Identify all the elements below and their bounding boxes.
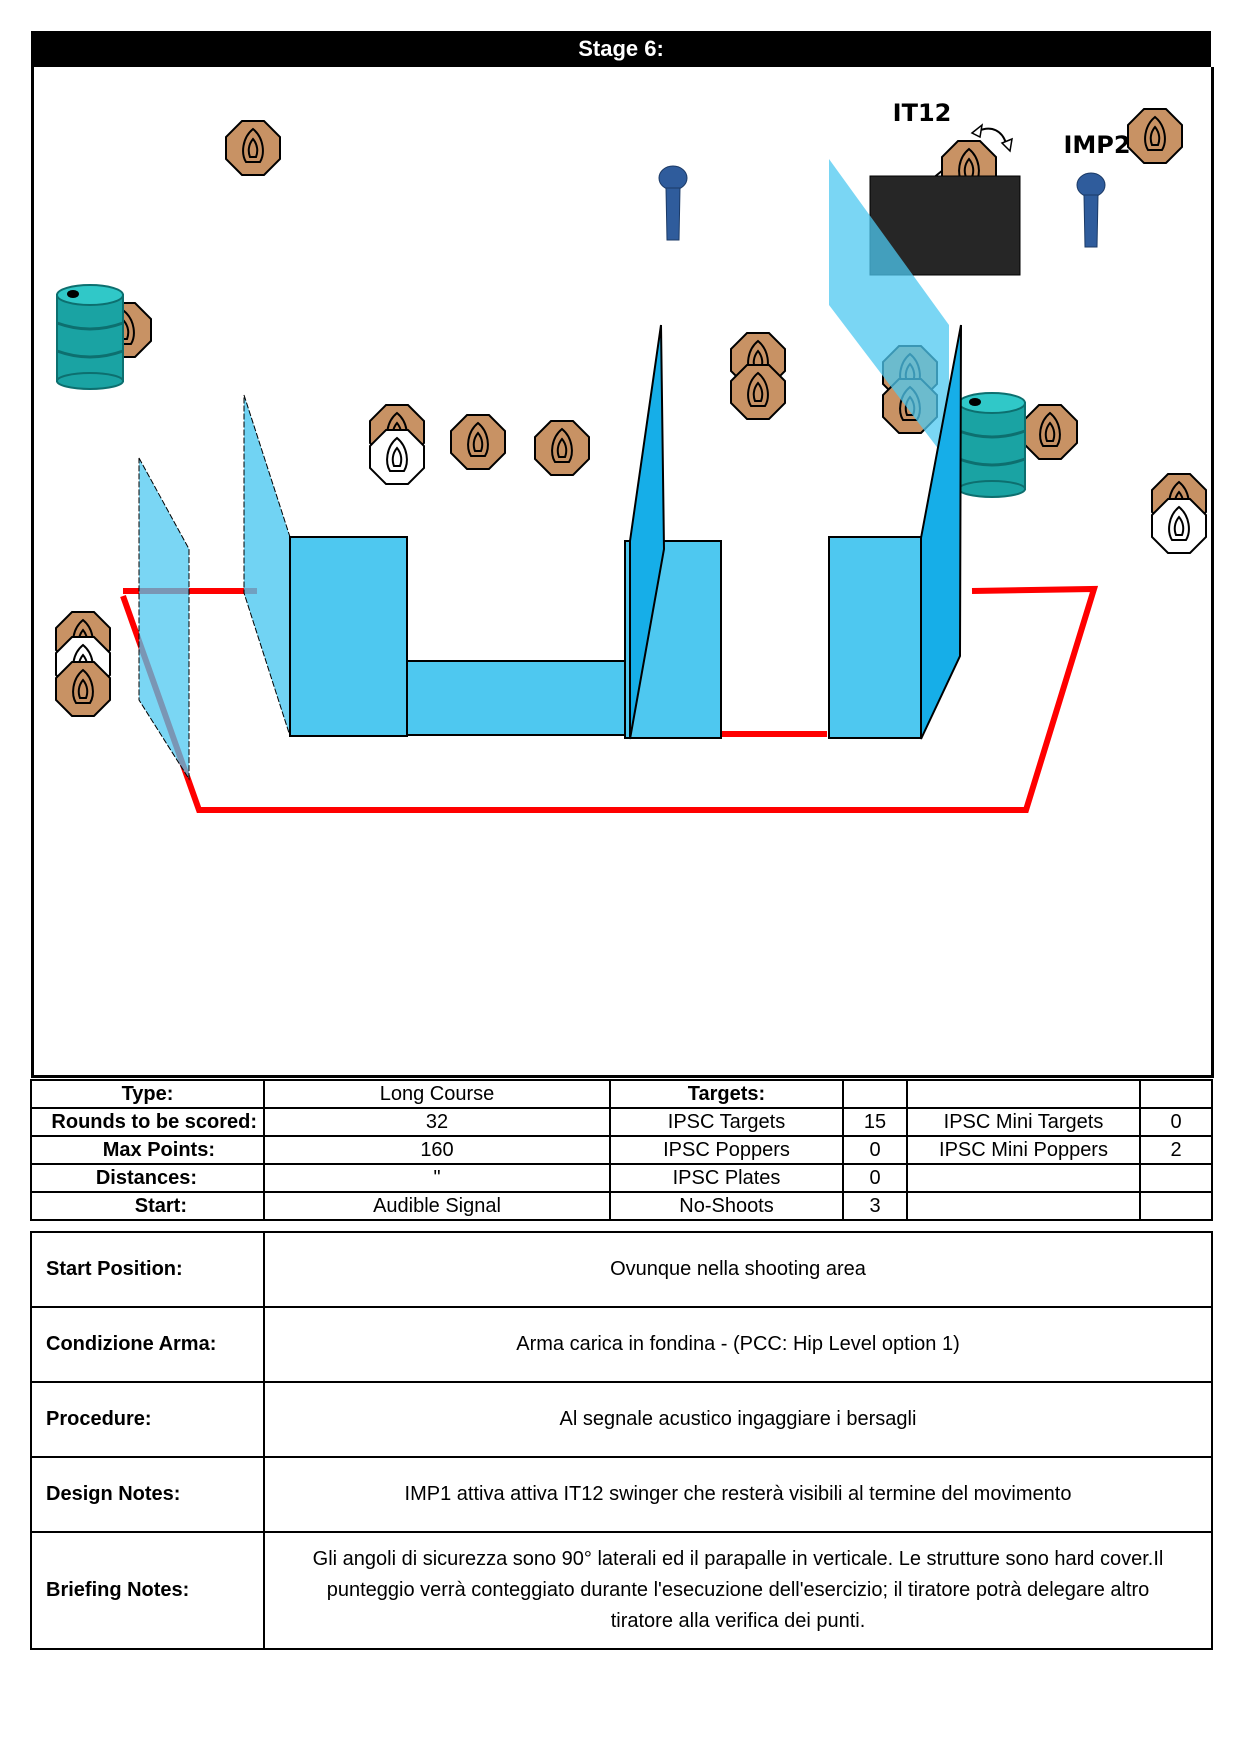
ipsc-poppers-label: IPSC Poppers bbox=[610, 1136, 843, 1164]
max-points-value: 160 bbox=[264, 1136, 610, 1164]
empty-cell bbox=[843, 1080, 907, 1108]
type-label: Type: bbox=[31, 1080, 264, 1108]
procedure-value: Al segnale acustico ingaggiare i bersagli bbox=[264, 1382, 1212, 1457]
max-points-label: Max Points: bbox=[31, 1136, 264, 1164]
start-value: Audible Signal bbox=[264, 1192, 610, 1220]
ipsc-plates-label: IPSC Plates bbox=[610, 1164, 843, 1192]
stage-info-table bbox=[30, 1079, 1213, 1221]
start-label: Start: bbox=[31, 1192, 264, 1220]
stage-diagram bbox=[31, 67, 1214, 1078]
ipsc-target bbox=[1023, 405, 1077, 459]
empty-cell bbox=[1140, 1164, 1212, 1192]
stage-title: Stage 6: bbox=[31, 31, 1211, 67]
distances-value: " bbox=[264, 1164, 610, 1192]
rounds-value: 32 bbox=[264, 1108, 610, 1136]
no-shoots-label: No-Shoots bbox=[610, 1192, 843, 1220]
ipsc-target bbox=[731, 365, 785, 419]
swing-arrow-icon bbox=[978, 129, 1006, 143]
condizione-arma-value: Arma carica in fondina - (PCC: Hip Level option 1) bbox=[264, 1307, 1212, 1382]
ipsc-targets-value: 15 bbox=[843, 1108, 907, 1136]
angled-wall-panel bbox=[139, 458, 189, 779]
ipsc-target bbox=[451, 415, 505, 469]
mini-poppers-label: IPSC Mini Poppers bbox=[907, 1136, 1140, 1164]
briefing-notes-value: Gli angoli di sicurezza sono 90° laterali ed il parapalle in verticale. Le strutture sono hard cover.Il punteggio verrà conteggiato durante l'esecuzione dell'esercizio; il tiratore potrà delegare altro tiratore alla verifica dei punti. bbox=[264, 1532, 1212, 1649]
mini-poppers-value: 2 bbox=[1140, 1136, 1212, 1164]
start-position-value: Ovunque nella shooting area bbox=[264, 1232, 1212, 1307]
barrel bbox=[57, 285, 123, 389]
mini-popper bbox=[659, 166, 687, 240]
no-shoot-target bbox=[370, 430, 424, 484]
angled-wall-panel bbox=[244, 395, 290, 736]
wall-hard-cover bbox=[290, 537, 407, 736]
procedure-label: Procedure: bbox=[31, 1382, 264, 1457]
imp2-mini-popper bbox=[1077, 173, 1105, 247]
wall-hard-cover bbox=[829, 537, 921, 738]
ipsc-target bbox=[226, 121, 280, 175]
no-shoot-target bbox=[1152, 499, 1206, 553]
rounds-label: Rounds to be scored: bbox=[31, 1108, 264, 1136]
label-it12: IT12 bbox=[892, 99, 952, 127]
ipsc-plates-value: 0 bbox=[843, 1164, 907, 1192]
condizione-arma-label: Condizione Arma: bbox=[31, 1307, 264, 1382]
ipsc-targets-label: IPSC Targets bbox=[610, 1108, 843, 1136]
mini-targets-label: IPSC Mini Targets bbox=[907, 1108, 1140, 1136]
label-imp2: IMP2 bbox=[1063, 131, 1131, 159]
ipsc-target bbox=[56, 662, 110, 716]
targets-header: Targets: bbox=[610, 1080, 843, 1108]
ipsc-target bbox=[1128, 109, 1182, 163]
design-notes-label: Design Notes: bbox=[31, 1457, 264, 1532]
ipsc-target bbox=[535, 421, 589, 475]
barrel bbox=[959, 393, 1025, 497]
empty-cell bbox=[1140, 1080, 1212, 1108]
start-position-label: Start Position: bbox=[31, 1232, 264, 1307]
mini-targets-value: 0 bbox=[1140, 1108, 1212, 1136]
wall-hard-cover bbox=[407, 661, 625, 735]
notes-table bbox=[30, 1231, 1213, 1650]
empty-cell bbox=[907, 1164, 1140, 1192]
distances-label: Distances: bbox=[31, 1164, 264, 1192]
type-value: Long Course bbox=[264, 1080, 610, 1108]
empty-cell bbox=[907, 1080, 1140, 1108]
design-notes-value: IMP1 attiva attiva IT12 swinger che resterà visibili al termine del movimento bbox=[264, 1457, 1212, 1532]
empty-cell bbox=[1140, 1192, 1212, 1220]
ipsc-poppers-value: 0 bbox=[843, 1136, 907, 1164]
empty-cell bbox=[907, 1192, 1140, 1220]
no-shoots-value: 3 bbox=[843, 1192, 907, 1220]
stage-diagram-svg bbox=[34, 67, 1211, 1075]
briefing-notes-label: Briefing Notes: bbox=[31, 1532, 264, 1649]
